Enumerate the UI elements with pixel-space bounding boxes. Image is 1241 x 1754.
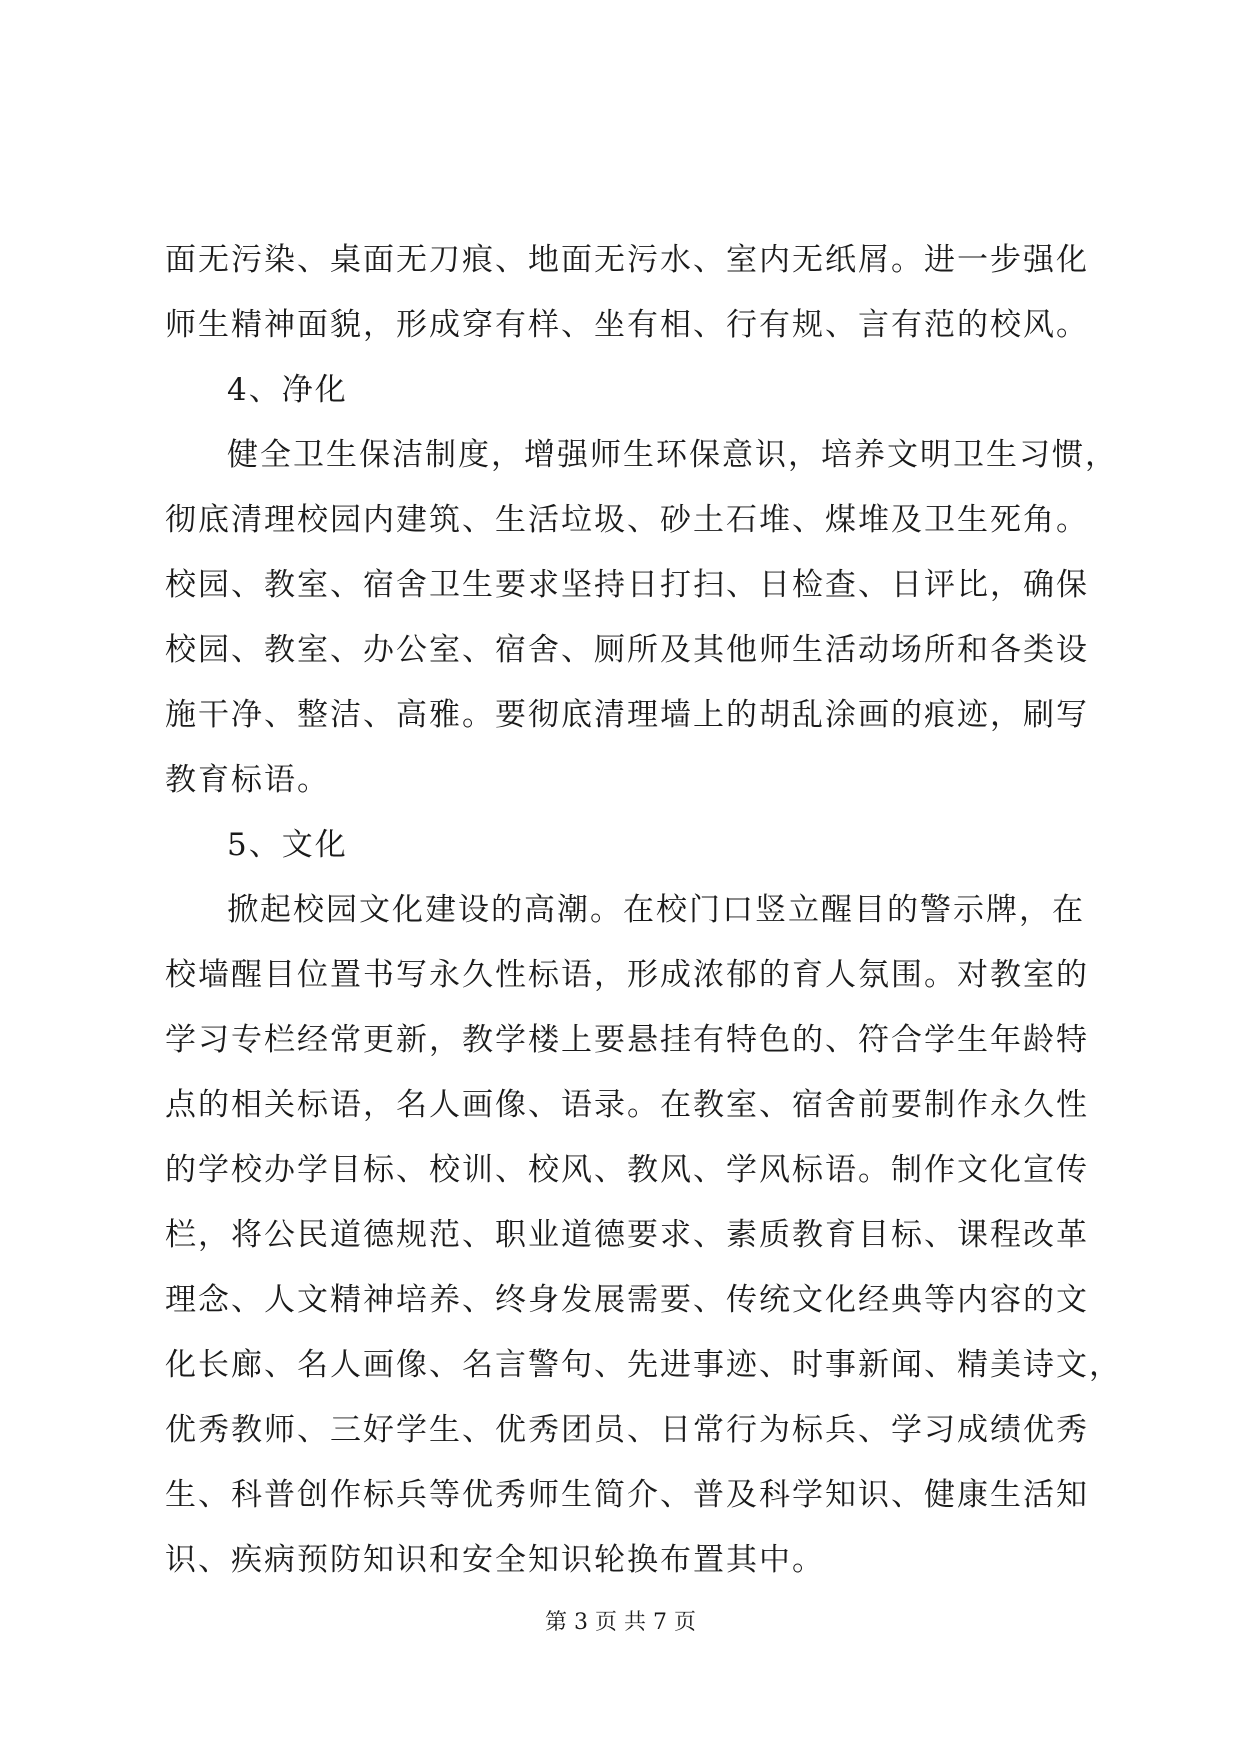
text-line: 化长廊、名人画像、名言警句、先进事迹、时事新闻、精美诗文， bbox=[165, 1347, 1122, 1383]
text-line: 校园、教室、办公室、宿舍、厕所及其他师生活动场所和各类设 bbox=[165, 632, 1089, 668]
document-body bbox=[165, 228, 1122, 1593]
paragraph-start: 掀起校园文化建设的高潮。在校门口竖立醒目的警示牌，在 bbox=[227, 892, 1085, 928]
text-line: 校园、教室、宿舍卫生要求坚持日打扫、日检查、日评比，确保 bbox=[165, 567, 1089, 603]
text-line: 识、疾病预防知识和安全知识轮换布置其中。 bbox=[165, 1542, 825, 1578]
text-line: 栏，将公民道德规范、职业道德要求、素质教育目标、课程改革 bbox=[165, 1217, 1089, 1253]
text-line: 彻底清理校园内建筑、生活垃圾、砂土石堆、煤堆及卫生死角。 bbox=[165, 502, 1089, 538]
text-line: 教育标语。 bbox=[165, 762, 330, 798]
text-line: 施干净、整洁、高雅。要彻底清理墙上的胡乱涂画的痕迹，刷写 bbox=[165, 697, 1089, 733]
text-line: 的学校办学目标、校训、校风、教风、学风标语。制作文化宣传 bbox=[165, 1152, 1089, 1188]
text-line: 校墙醒目位置书写永久性标语，形成浓郁的育人氛围。对教室的 bbox=[165, 957, 1089, 993]
text-line: 面无污染、桌面无刀痕、地面无污水、室内无纸屑。进一步强化 bbox=[165, 242, 1089, 278]
text-line: 师生精神面貌，形成穿有样、坐有相、行有规、言有范的校风。 bbox=[165, 307, 1089, 343]
section-heading-purify: 4、净化 bbox=[227, 372, 348, 408]
text-line: 优秀教师、三好学生、优秀团员、日常行为标兵、学习成绩优秀 bbox=[165, 1412, 1089, 1448]
paragraph-start: 健全卫生保洁制度，增强师生环保意识，培养文明卫生习惯， bbox=[227, 437, 1118, 473]
text-line: 生、科普创作标兵等优秀师生简介、普及科学知识、健康生活知 bbox=[165, 1477, 1089, 1513]
text-line: 学习专栏经常更新，教学楼上要悬挂有特色的、符合学生年龄特 bbox=[165, 1022, 1089, 1058]
section-heading-culture: 5、文化 bbox=[227, 827, 348, 863]
page-number-footer: 第 3 页 共 7 页 bbox=[545, 1610, 696, 1635]
text-line: 理念、人文精神培养、终身发展需要、传统文化经典等内容的文 bbox=[165, 1282, 1089, 1318]
text-line: 点的相关标语，名人画像、语录。在教室、宿舍前要制作永久性 bbox=[165, 1087, 1089, 1123]
